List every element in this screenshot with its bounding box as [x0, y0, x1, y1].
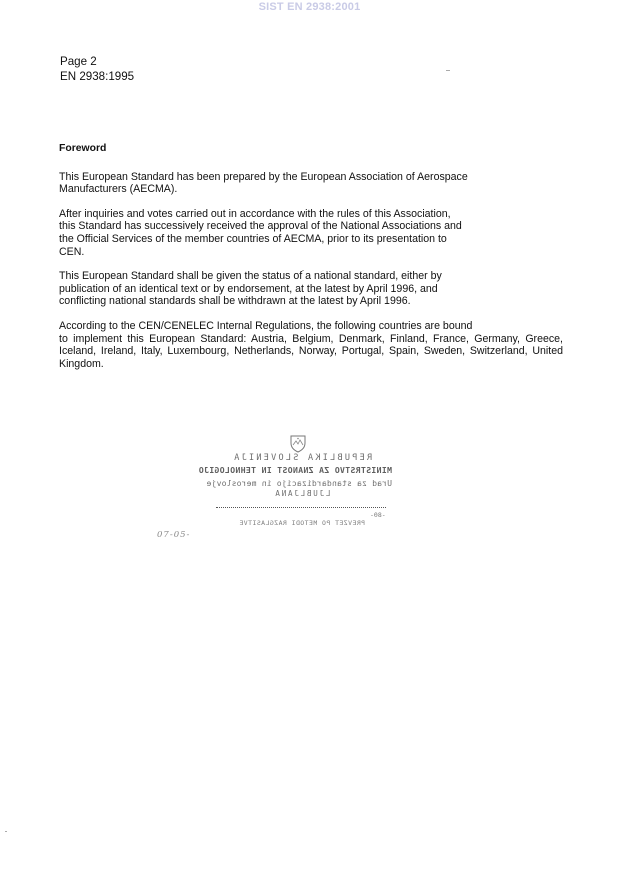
stamp-line-city: LJUBLJANA	[273, 489, 331, 498]
official-stamp	[198, 433, 392, 533]
foreword-paragraph-1: This European Standard has been prepared by the European Association of Aerospace Manufacturers (AECMA).	[59, 170, 468, 196]
page-number: Page 2	[60, 55, 97, 68]
foreword-paragraph-4: According to the CEN/CENELEC Internal Regulations, the following countries are bound to implement this European Standard: Austria, Belgium, Denmark, Finland, France, Germany, Greece, Iceland, Ireland, Italy, Luxembourg, Netherlands, Norway, Portugal, Spain, Sweden, Switzerland, United Kingdom.	[59, 319, 563, 370]
stamp-line-republic: REPUBLIKA SLOVENIJA	[231, 453, 373, 463]
section-heading: Foreword	[59, 143, 107, 154]
page-header	[60, 54, 134, 84]
stamp-line-office: Urad za standardizacijo in meroslovje	[206, 479, 392, 488]
foreword-section	[59, 143, 563, 382]
document-watermark: SIST EN 2938:2001	[258, 1, 361, 13]
stamp-line-method: PREVZET PO METODI RAZGLASITVE	[238, 519, 366, 527]
standard-number: EN 2938:1995	[60, 70, 135, 83]
foreword-paragraph-2: After inquiries and votes carried out in accordance with the rules of this Association, this Standard has successively received the approval of the National Associations and the Official Services of the member countries of AECMA, prior to its presentation to CEN.	[59, 207, 462, 258]
stamp-line-ministry: MINISTRSTVO ZA ZNANOST IN TEHNOLOGIJO	[198, 465, 392, 475]
handwritten-note: 07-05-	[157, 530, 191, 540]
coat-of-arms-icon	[288, 433, 308, 453]
scan-speck	[446, 70, 450, 71]
stamp-date: -08-	[370, 511, 386, 519]
scan-speck	[5, 831, 7, 832]
foreword-paragraph-3: This European Standard shall be given the status of a national standard, either by publication of an identical text or by endorsement, at the latest by April 1996, and conflicting national standards shall be withdrawn at the latest by April 1996.	[59, 270, 442, 308]
stamp-dotted-line	[216, 507, 386, 508]
